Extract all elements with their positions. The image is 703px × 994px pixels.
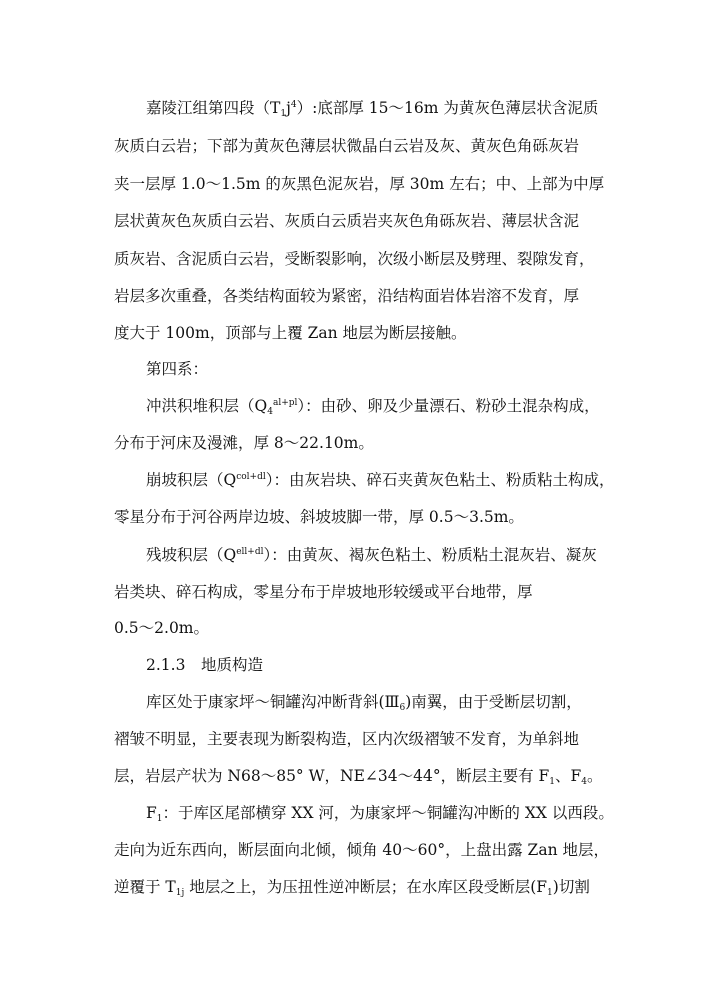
paragraph-1-line-7: 度大于 100m，顶部与上覆 Zan 地层为断层接触。 [114, 324, 467, 342]
paragraph-1-line-2: 灰质白云岩；下部为黄灰色薄层状微晶白云岩及灰、黄灰色角砾灰岩 [114, 137, 580, 155]
paragraph-5-line-1: 残坡积层$(Q^{ell+dl})$：由黄灰、褐灰色粘土、粉质粘土混灰岩、凝灰 [146, 546, 597, 564]
paragraph-4-line-2: 零星分布于河谷两岸边坡、斜坡坡脚一带，厚 0.5～3.5m。 [114, 508, 524, 526]
paragraph-6-line-1: 库区处于康家坪～铜罐沟冲断背斜$(Ⅲ_6)$南翼，由于受断层切割， [146, 693, 582, 713]
paragraph-6-line-3: 层，岩层产状为 N68～85° W，NE∠34～44°，断层主要有 $F_1$、$F_4$。 [114, 767, 603, 787]
section-label-quaternary: 第四系： [146, 360, 209, 378]
paragraph-5-line-3: 0.5～2.0m。 [114, 619, 209, 637]
paragraph-1-line-3: 夹一层厚 1.0～1.5m 的灰黑色泥灰岩，厚 30m 左右；中、上部为中厚 [114, 175, 605, 193]
paragraph-1-line-4: 层状黄灰色灰质白云岩、灰质白云质岩夹灰色角砾灰岩、薄层状含泥 [114, 212, 580, 230]
paragraph-7-line-2: 走向为近东西向，断层面向北倾，倾角 40～60°，上盘出露 Zan 地层， [114, 841, 609, 859]
paragraph-1-line-1: 嘉陵江组第四段$(T_1j^4)$:底部厚 15～16m 为黄灰色薄层状含泥质 [146, 99, 599, 119]
paragraph-6-line-2: 褶皱不明显，主要表现为断裂构造，区内次级褶皱不发育，为单斜地 [114, 730, 580, 748]
section-heading: 2.1.3 地质构造 [146, 656, 263, 674]
paragraph-3-line-1: 冲洪积堆积层$(Q_4^{al+pl})$：由砂、卵及少量漂石、粉砂土混杂构成， [146, 397, 600, 417]
paragraph-7-line-1: $F_1$：于库区尾部横穿 XX 河，为康家坪～铜罐沟冲断的 XX 以西段。 [146, 804, 614, 824]
paragraph-3-line-2: 分布于河床及漫滩，厚 8～22.10m。 [114, 434, 374, 452]
paragraph-1-line-5: 质灰岩、含泥质白云岩，受断裂影响，次级小断层及劈理、裂隙发育， [114, 250, 595, 268]
paragraph-5-line-2: 岩类块、碎石构成，零星分布于岸坡地形较缓或平台地带，厚 [114, 583, 533, 601]
paragraph-4-line-1: 崩坡积层$(Q^{col+dl})$：由灰岩块、碎石夹黄灰色粘土、粉质粘土构成， [146, 471, 615, 489]
paragraph-1-line-6: 岩层多次重叠，各类结构面较为紧密，沿结构面岩体岩溶不发育，厚 [114, 287, 580, 305]
paragraph-7-line-3: 逆覆于 $T_{1j}$ 地层之上，为压扭性逆冲断层；在水库区段受断层$(F_1)$切割 [114, 878, 590, 898]
